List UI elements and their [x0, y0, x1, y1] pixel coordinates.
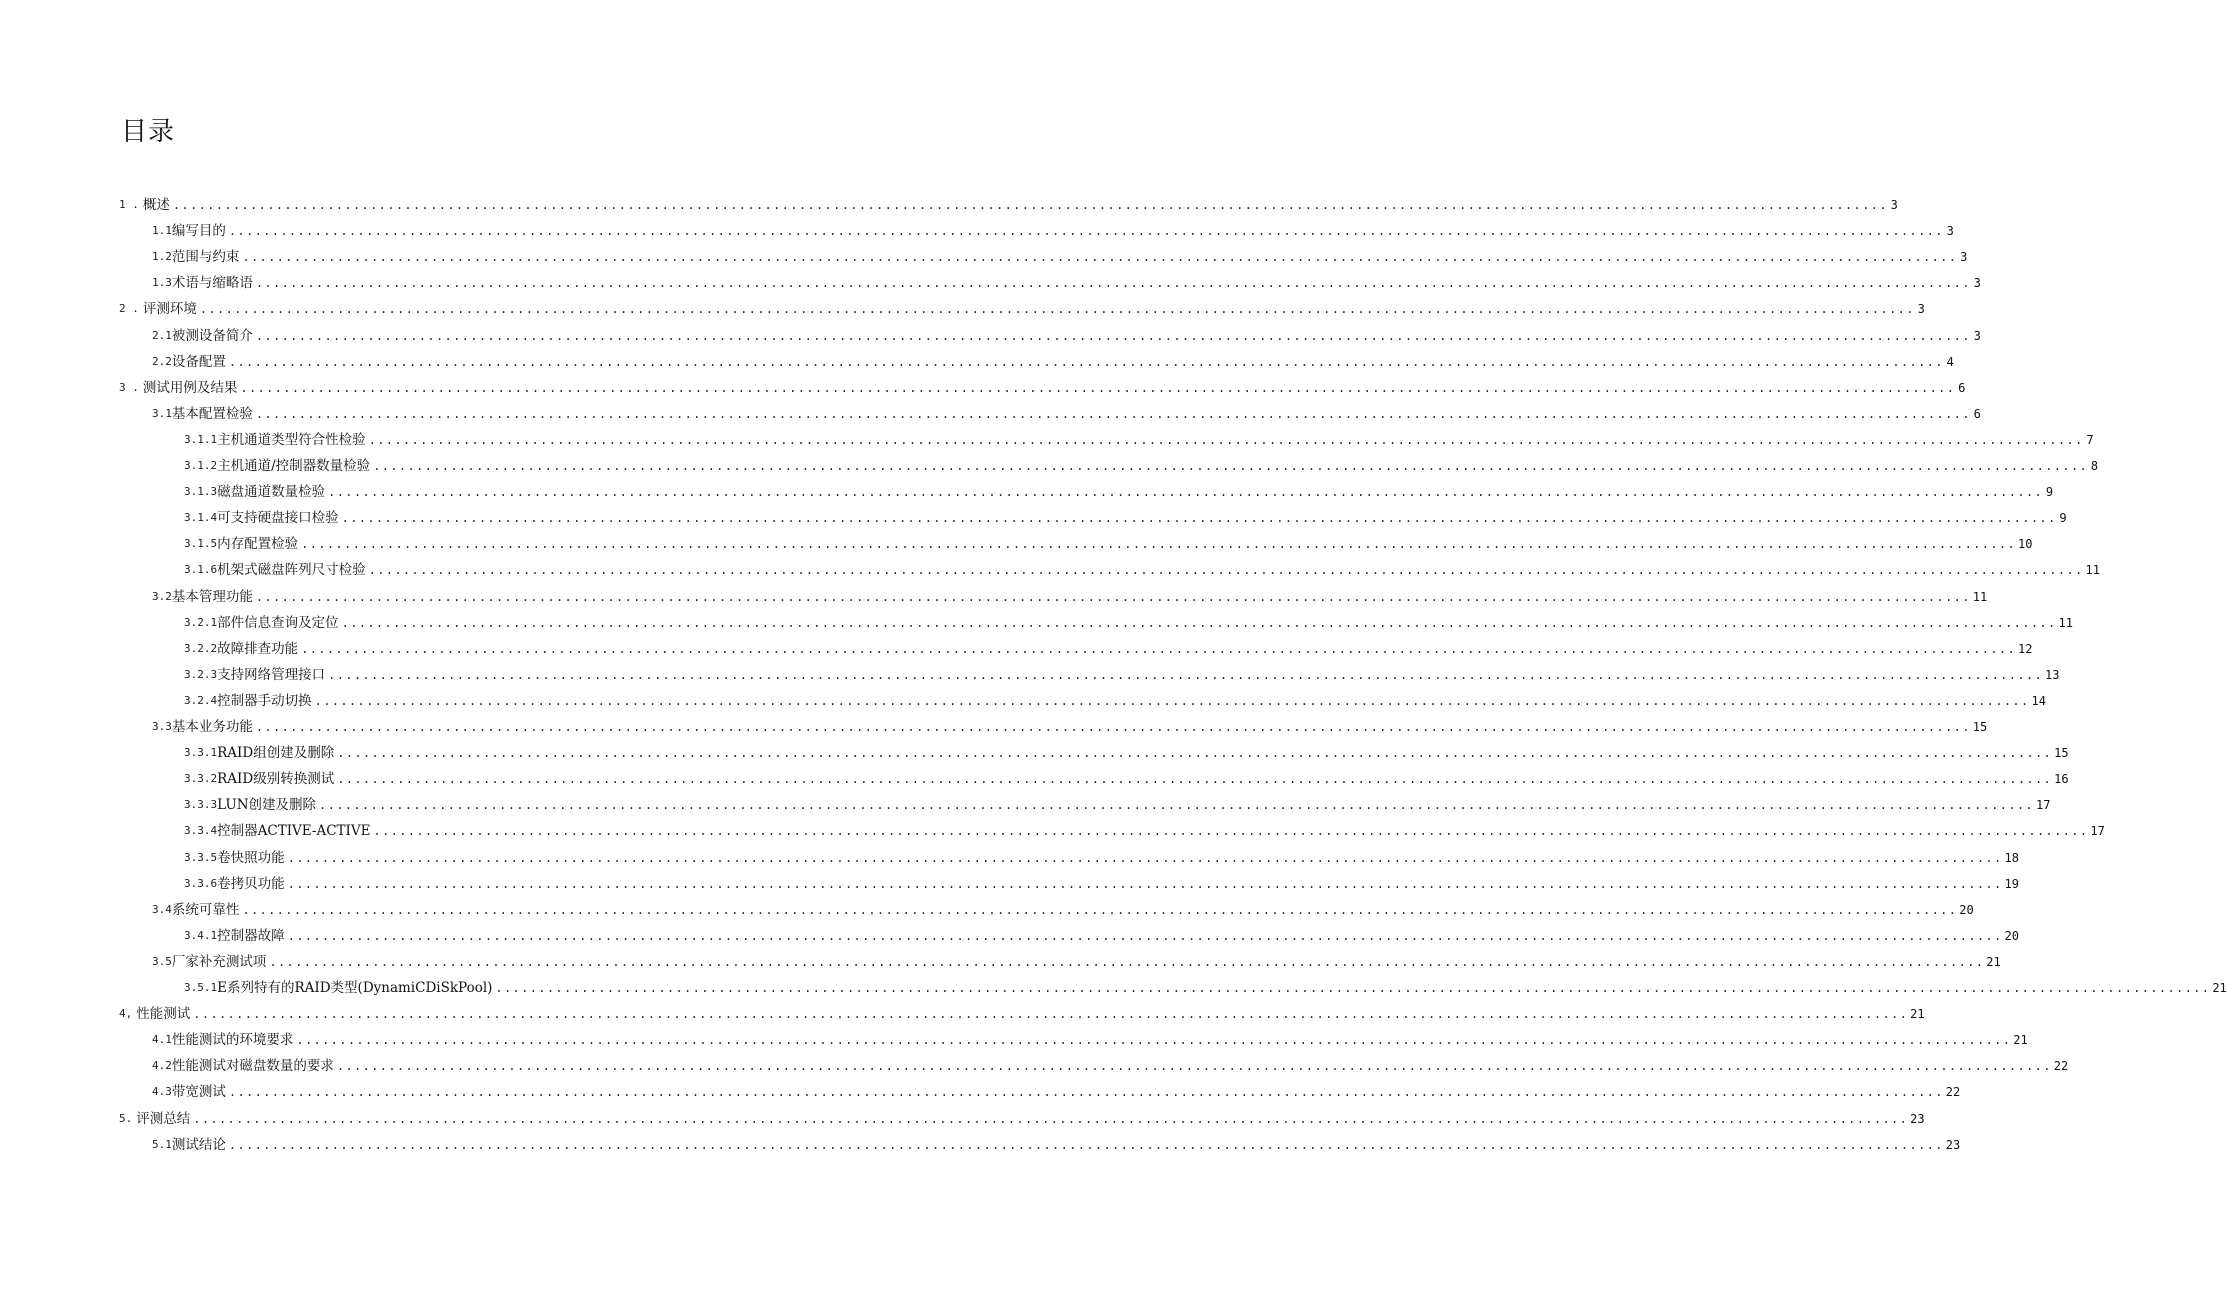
- toc-entry[interactable]: [184, 871, 2019, 897]
- toc-entry-title: E系列特有的RAID类型(DynamiCDiSkPool): [217, 980, 493, 996]
- toc-entry[interactable]: [152, 270, 1981, 296]
- toc-entry-page: 21: [1910, 1007, 1925, 1022]
- dot-leader: ........................................................................................................................................................................................................: [341, 615, 2057, 630]
- toc-entry[interactable]: [184, 688, 2046, 714]
- toc-entry-title: 厂家补充测试项: [171, 953, 267, 970]
- toc-entry[interactable]: [184, 479, 2054, 505]
- toc-entry[interactable]: [152, 349, 1954, 375]
- toc-entry[interactable]: [152, 897, 1974, 923]
- toc-entry[interactable]: [184, 610, 2073, 636]
- toc-entry[interactable]: [119, 1106, 1925, 1132]
- toc-entry-page: 11: [2085, 563, 2100, 578]
- toc-entry[interactable]: [152, 401, 1981, 427]
- toc-entry-page: 22: [2053, 1059, 2069, 1074]
- toc-entry-page: 21: [2013, 1033, 2028, 1048]
- toc-entry-number: 3.1.5: [184, 537, 218, 551]
- dot-leader: ........................................................................................................................................................................................................: [255, 589, 1971, 604]
- toc-entry-title: 故障排查功能: [217, 640, 299, 657]
- toc-entry-title: 编写目的: [171, 223, 226, 240]
- toc-entry-page: 6: [1958, 380, 1966, 395]
- toc-entry-number: 1.1: [152, 224, 172, 238]
- toc-entry-title: LUN创建及删除: [217, 797, 317, 814]
- toc-entry-number: 4.2: [152, 1059, 172, 1073]
- toc-entry-title: 性能测试对磁盘数量的要求: [171, 1058, 334, 1075]
- toc-entry-number: 1 .: [119, 198, 139, 211]
- toc-entry[interactable]: [152, 714, 1988, 740]
- toc-entry-page: 10: [2018, 537, 2033, 552]
- toc-entry-page: 20: [1959, 902, 1974, 917]
- toc-entry-number: 2.1: [152, 328, 172, 342]
- toc-entry-title: 支持网络管理接口: [217, 666, 326, 683]
- dot-leader: ........................................................................................................................................................................................................: [199, 302, 1915, 317]
- toc-entry-title: 基本业务功能: [171, 719, 253, 735]
- toc-entry[interactable]: [184, 557, 2100, 583]
- toc-entry[interactable]: [152, 244, 1968, 270]
- toc-entry[interactable]: [184, 453, 2099, 479]
- toc-entry[interactable]: [119, 1001, 1925, 1027]
- dot-leader: ........................................................................................................................................................................................................: [193, 1007, 1909, 1022]
- toc-entry-title: 主机通道/控制器数量检验: [217, 458, 371, 474]
- toc-entry[interactable]: [184, 975, 2227, 1001]
- toc-entry[interactable]: [184, 740, 2069, 766]
- toc-entry-number: 3.4: [152, 902, 172, 916]
- toc-entry-title: 系统可靠性: [171, 901, 240, 918]
- dot-leader: ........................................................................................................................................................................................................: [228, 1137, 1944, 1152]
- toc-entry[interactable]: [184, 845, 2019, 871]
- toc-entry[interactable]: [152, 1079, 1961, 1105]
- toc-entry-title: 控制器手动切换: [217, 692, 312, 709]
- toc-entry-page: 3: [1973, 328, 1981, 343]
- dot-leader: ........................................................................................................................................................................................................: [228, 224, 1944, 239]
- toc-entry-page: 23: [1945, 1137, 1961, 1152]
- toc-entry-page: 12: [2018, 641, 2033, 656]
- toc-entry-title: 设备配置: [171, 353, 226, 370]
- toc-entry-number: 3.3.2: [184, 772, 218, 786]
- toc-entry-page: 7: [2086, 432, 2094, 447]
- toc-entry[interactable]: [184, 818, 2105, 844]
- toc-entry-page: 14: [2031, 693, 2046, 708]
- toc-entry-title: 术语与缩略语: [171, 275, 253, 292]
- toc-entry[interactable]: [119, 375, 1966, 401]
- dot-leader: ........................................................................................................................................................................................................: [301, 537, 2017, 552]
- toc-entry[interactable]: [184, 766, 2069, 792]
- toc-entry-title: 带宽测试: [171, 1084, 226, 1101]
- toc-entry-title: 性能测试: [136, 1006, 191, 1023]
- dot-leader: ........................................................................................................................................................................................................: [336, 1059, 2052, 1074]
- toc-entry-page: 3: [1917, 302, 1925, 317]
- dot-leader: ........................................................................................................................................................................................................: [368, 432, 2084, 447]
- dot-leader: ........................................................................................................................................................................................................: [287, 850, 2003, 865]
- toc-entry-page: 17: [2035, 798, 2051, 813]
- toc-entry-page: 21: [2212, 981, 2227, 995]
- toc-entry-title: 测试用例及结果: [142, 379, 238, 396]
- toc-entry-page: 3: [1960, 250, 1968, 265]
- toc-entry-title: 性能测试的环境要求: [171, 1032, 294, 1049]
- toc-entry-page: 11: [2058, 615, 2073, 630]
- dot-leader: ........................................................................................................................................................................................................: [328, 485, 2044, 500]
- toc-entry-page: 21: [1986, 954, 2001, 969]
- toc-entry-number: 1.3: [152, 276, 172, 290]
- toc-entry-title: 控制器故障: [217, 927, 285, 944]
- toc-entry-number: 1.2: [152, 250, 172, 264]
- toc-entry-number: 3.3.5: [184, 850, 218, 864]
- dot-leader: ........................................................................................................................................................................................................: [368, 563, 2084, 578]
- toc-entry-number: 3.3.3: [184, 798, 218, 812]
- toc-entry[interactable]: [184, 662, 2060, 688]
- toc-entry-number: 3.1.6: [184, 563, 218, 577]
- toc-entry-number: 3 .: [119, 380, 139, 394]
- dot-leader: ........................................................................................................................................................................................................: [341, 511, 2057, 526]
- toc-entry-title: 测试结论: [171, 1136, 226, 1153]
- toc-entry[interactable]: [119, 296, 1925, 322]
- dot-leader: ........................................................................................................................................................................................................: [193, 1111, 1909, 1126]
- toc-entry-title: 基本管理功能: [171, 588, 253, 605]
- toc-entry-title: 范围与约束: [171, 249, 240, 266]
- toc-entry-title: RAID级别转换测试: [217, 771, 335, 788]
- toc-entry-number: 3.2.4: [184, 693, 218, 707]
- dot-leader: ........................................................................................................................................................................................................: [373, 459, 2089, 473]
- toc-entry-page: 4: [1946, 354, 1954, 369]
- toc-entry-page: 3: [1890, 198, 1898, 212]
- toc-entry-title: 卷快照功能: [217, 849, 285, 866]
- toc-entry-title: 可支持硬盘接口检验: [217, 510, 339, 527]
- toc-entry-number: 4.1: [152, 1033, 172, 1047]
- toc-entry-title: 评测总结: [136, 1110, 191, 1127]
- toc-entry[interactable]: [184, 505, 2067, 531]
- dot-leader: ........................................................................................................................................................................................................: [255, 328, 1971, 343]
- toc-entry-page: 15: [1972, 720, 1988, 734]
- toc-entry-page: 17: [2090, 824, 2105, 839]
- toc-entry[interactable]: [152, 323, 1981, 349]
- toc-entry[interactable]: [152, 1053, 2069, 1079]
- toc-entry-title: 评测环境: [142, 301, 197, 318]
- toc-entry-number: 3.1.4: [184, 511, 218, 525]
- toc-entry-number: 4,: [119, 1007, 133, 1021]
- dot-leader: ........................................................................................................................................................................................................: [269, 954, 1985, 969]
- toc-entry[interactable]: [152, 584, 1988, 610]
- toc-entry-number: 5.1: [152, 1137, 172, 1151]
- toc-entry-number: 3.1.1: [184, 432, 218, 446]
- dot-leader: ........................................................................................................................................................................................................: [287, 928, 2003, 943]
- toc-entry[interactable]: [152, 949, 2001, 975]
- toc-entry-page: 20: [2004, 928, 2019, 943]
- toc-entry-title: 内存配置检验: [217, 536, 299, 553]
- toc-entry-page: 22: [1945, 1085, 1961, 1100]
- toc-entry[interactable]: [152, 1027, 2028, 1053]
- toc-entry-page: 3: [1973, 276, 1981, 291]
- toc-entry-title: 基本配置检验: [171, 405, 253, 422]
- toc-entry[interactable]: [152, 1132, 1961, 1158]
- toc-entry-page: 18: [2004, 850, 2019, 865]
- dot-leader: ........................................................................................................................................................................................................: [228, 1085, 1944, 1100]
- toc-entry[interactable]: [184, 636, 2033, 662]
- toc-entry-number: 3.2: [152, 589, 172, 603]
- dot-leader: ........................................................................................................................................................................................................: [242, 250, 1958, 265]
- toc-entry-number: 2 .: [119, 302, 139, 316]
- toc-entry-number: 3.1.2: [184, 459, 218, 472]
- toc-entry[interactable]: [184, 427, 2094, 453]
- toc-entry-page: 16: [2054, 772, 2069, 787]
- toc-entry-page: 23: [1910, 1111, 1925, 1126]
- toc-entry[interactable]: [184, 923, 2019, 949]
- toc-entry-title: 磁盘通道数量检验: [217, 484, 326, 501]
- toc-entry-page: 9: [2059, 511, 2067, 526]
- dot-leader: ........................................................................................................................................................................................................: [287, 876, 2003, 891]
- toc-entry-number: 3.3.1: [184, 746, 218, 760]
- dot-leader: ........................................................................................................................................................................................................: [337, 772, 2053, 787]
- toc-entry-title: 被测设备简介: [171, 327, 253, 344]
- toc-entry-number: 3.2.1: [184, 615, 218, 629]
- dot-leader: ........................................................................................................................................................................................................: [314, 693, 2030, 708]
- toc-entry-number: 4.3: [152, 1085, 172, 1099]
- toc-entry-title: RAID组创建及删除: [217, 745, 335, 762]
- toc-entry-page: 15: [2054, 746, 2069, 761]
- toc-entry-number: 3.3.6: [184, 876, 218, 890]
- toc-entry[interactable]: [152, 218, 1954, 244]
- toc-entry-number: 2.2: [152, 354, 172, 368]
- dot-leader: ........................................................................................................................................................................................................: [255, 720, 1971, 734]
- toc-entry-number: 3.1: [152, 406, 172, 420]
- dot-leader: ........................................................................................................................................................................................................: [319, 798, 2034, 813]
- toc-entry-number: 3.1.3: [184, 485, 218, 499]
- toc-entry-number: 3.2.3: [184, 667, 218, 681]
- toc-entry-title: 控制器ACTIVE-ACTIVE: [217, 823, 371, 840]
- dot-leader: ........................................................................................................................................................................................................: [240, 380, 1956, 395]
- dot-leader: ........................................................................................................................................................................................................: [172, 198, 1888, 212]
- toc-entry-page: 13: [2045, 667, 2060, 682]
- toc-entry-page: 8: [2090, 459, 2099, 473]
- dot-leader: ........................................................................................................................................................................................................: [301, 641, 2017, 656]
- toc-entry-number: 3.5.1: [184, 981, 218, 994]
- dot-leader: ........................................................................................................................................................................................................: [373, 824, 2089, 839]
- toc-entry-title: 主机通道类型符合性检验: [217, 431, 366, 448]
- dot-leader: ........................................................................................................................................................................................................: [495, 981, 2211, 995]
- toc-entry-number: 3.3: [152, 720, 172, 733]
- dot-leader: ........................................................................................................................................................................................................: [255, 276, 1971, 291]
- toc-entry-number: 3.3.4: [184, 824, 218, 838]
- toc-entry-title: 卷拷贝功能: [217, 875, 285, 892]
- toc-entry-page: 11: [1972, 589, 1988, 604]
- dot-leader: ........................................................................................................................................................................................................: [228, 354, 1944, 369]
- toc-entry[interactable]: [119, 192, 1898, 218]
- dot-leader: ........................................................................................................................................................................................................: [337, 746, 2053, 761]
- dot-leader: ........................................................................................................................................................................................................: [255, 406, 1971, 421]
- toc-entry-page: 3: [1946, 224, 1954, 239]
- page-title: 目录: [121, 117, 176, 147]
- dot-leader: ........................................................................................................................................................................................................: [242, 902, 1958, 917]
- toc-entry-page: 6: [1973, 406, 1981, 421]
- toc-entry-title: 部件信息查询及定位: [217, 614, 339, 631]
- toc-entry-title: 概述: [142, 197, 170, 213]
- dot-leader: ........................................................................................................................................................................................................: [296, 1033, 2012, 1048]
- toc-entry-page: 19: [2004, 876, 2019, 891]
- toc-entry-page: 9: [2045, 485, 2054, 500]
- toc-entry-number: 3.4.1: [184, 928, 218, 942]
- toc-entry-number: 5.: [119, 1111, 133, 1125]
- toc-entry-number: 3.2.2: [184, 641, 218, 655]
- toc-entry-title: 机架式磁盘阵列尺寸检验: [217, 562, 366, 579]
- dot-leader: ........................................................................................................................................................................................................: [328, 667, 2044, 682]
- toc-entry[interactable]: [184, 792, 2051, 818]
- toc-entry[interactable]: [184, 531, 2033, 557]
- toc-entry-number: 3.5: [152, 954, 172, 968]
